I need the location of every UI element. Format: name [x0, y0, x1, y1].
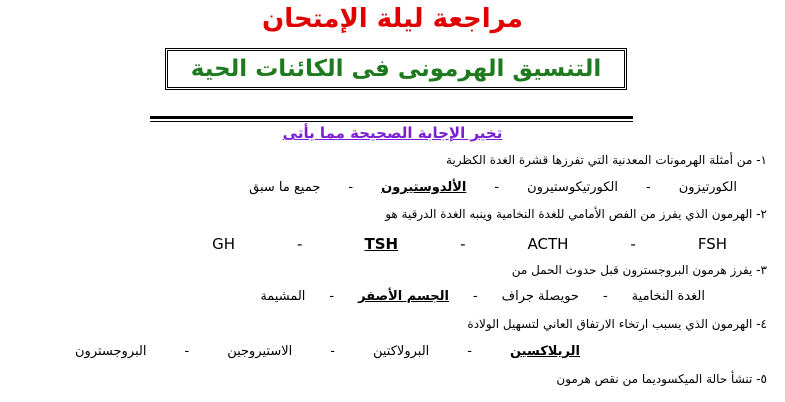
correct-option[interactable]: الجسم الأصفر — [358, 289, 449, 304]
question-3 — [67, 263, 767, 277]
divider-thin — [150, 121, 633, 122]
options-row-1 — [249, 180, 737, 195]
option[interactable]: FSH — [697, 235, 727, 253]
question-4 — [67, 317, 767, 331]
option[interactable]: المشيمة — [260, 289, 306, 304]
page-title: مراجعة ليلة الإمتحان — [262, 4, 523, 34]
option[interactable]: جميع ما سبق — [249, 180, 321, 195]
option-separator: - — [472, 289, 478, 304]
option-separator: - — [460, 235, 466, 253]
correct-option[interactable]: الريلاكسين — [509, 344, 580, 359]
correct-option[interactable]: الألدوستيرون — [381, 180, 467, 195]
options-row-4 — [75, 344, 580, 359]
option-separator: - — [494, 180, 500, 195]
option[interactable]: الكورتيزون — [678, 180, 737, 195]
instruction-heading — [0, 124, 785, 142]
option[interactable]: حويصلة جراف — [501, 289, 579, 304]
option-separator: - — [297, 235, 303, 253]
question-5 — [67, 372, 767, 386]
question-text: الهرمون الذي يفرز من الفص الأمامي للغدة النخامية وينبه الغدة الدرقية هو — [385, 207, 753, 221]
correct-option[interactable]: TSH — [364, 235, 399, 253]
question-number: ٥- — [756, 372, 767, 386]
question-text: يفرز هرمون البروجسترون قبل حدوث الحمل من — [511, 263, 753, 277]
question-1 — [67, 153, 767, 167]
question-number: ١- — [756, 153, 767, 167]
subtitle-frame — [165, 48, 627, 90]
option-separator: - — [467, 344, 472, 359]
option-separator: - — [329, 289, 335, 304]
page-subtitle: التنسيق الهرمونى فى الكائنات الحية — [190, 56, 602, 82]
option[interactable]: الغدة النخامية — [631, 289, 705, 304]
option[interactable]: البروجسترون — [75, 344, 147, 359]
option-separator: - — [630, 235, 636, 253]
option-separator: - — [602, 289, 608, 304]
divider-thick — [150, 116, 633, 119]
option[interactable]: الكورتيكوستيرون — [527, 180, 618, 195]
question-number: ٣- — [756, 263, 767, 277]
option-separator: - — [646, 180, 651, 195]
question-text: من أمثلة الهرمونات المعدنية التي تفرزها قشرة الغدة الكظرية — [446, 153, 753, 167]
option[interactable]: GH — [212, 235, 236, 253]
option-separator: - — [184, 344, 190, 359]
option-separator: - — [330, 344, 335, 359]
options-row-3 — [260, 289, 705, 304]
question-text: تنشأ حالة الميكسوديما من نقص هرمون — [556, 372, 753, 386]
option-separator: - — [348, 180, 354, 195]
option[interactable]: الاستيروجين — [227, 344, 293, 359]
instruction-text: تخير الإجابة الصحيحة مما يأتى — [282, 124, 503, 142]
option[interactable]: البرولاكتين — [372, 344, 430, 359]
question-2 — [67, 207, 767, 221]
options-row-2 — [212, 235, 727, 253]
question-text: الهرمون الذي يسبب ارتخاء الارتفاق العاني لتسهيل الولادة — [467, 317, 753, 331]
question-number: ٢- — [756, 207, 767, 221]
option[interactable]: ACTH — [527, 235, 569, 253]
question-number: ٤- — [756, 317, 767, 331]
